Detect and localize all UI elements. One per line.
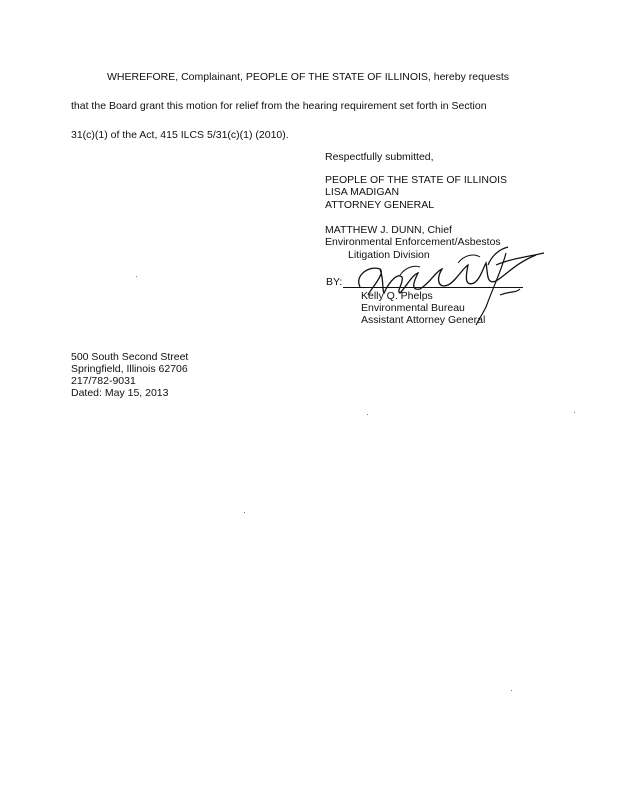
signer-title: Assistant Attorney General (361, 314, 486, 326)
body-line-1: WHEREFORE, Complainant, PEOPLE OF THE STATE OF ILLINOIS, hereby requests (107, 71, 510, 83)
address-phone: 217/782-9031 (71, 375, 136, 387)
scan-speck (136, 276, 137, 277)
address-city: Springfield, Illinois 62706 (71, 363, 188, 375)
body-line-3: 31(c)(1) of the Act, 415 ILCS 5/31(c)(1) (2010). (71, 129, 289, 141)
party-name: PEOPLE OF THE STATE OF ILLINOIS (325, 174, 508, 186)
scan-speck (367, 414, 368, 415)
closing-text: Respectfully submitted, (325, 151, 434, 163)
signer-bureau: Environmental Bureau (361, 302, 465, 314)
scan-speck (574, 412, 575, 413)
division-line-2: Litigation Division (348, 249, 430, 261)
scan-speck (511, 690, 512, 691)
attorney-name: LISA MADIGAN (325, 186, 400, 198)
by-label: BY: (326, 276, 343, 288)
body-line-2: that the Board grant this motion for relief from the hearing requirement set forth in Section (71, 100, 487, 112)
signer-name: Kelly Q. Phelps (361, 290, 433, 302)
scan-speck (244, 512, 245, 513)
attorney-title: ATTORNEY GENERAL (325, 199, 435, 211)
date-line: Dated: May 15, 2013 (71, 387, 169, 399)
address-street: 500 South Second Street (71, 351, 189, 363)
handwritten-signature-icon (340, 235, 550, 330)
division-line-1: Environmental Enforcement/Asbestos (325, 236, 501, 248)
chief-name: MATTHEW J. DUNN, Chief (325, 224, 452, 236)
